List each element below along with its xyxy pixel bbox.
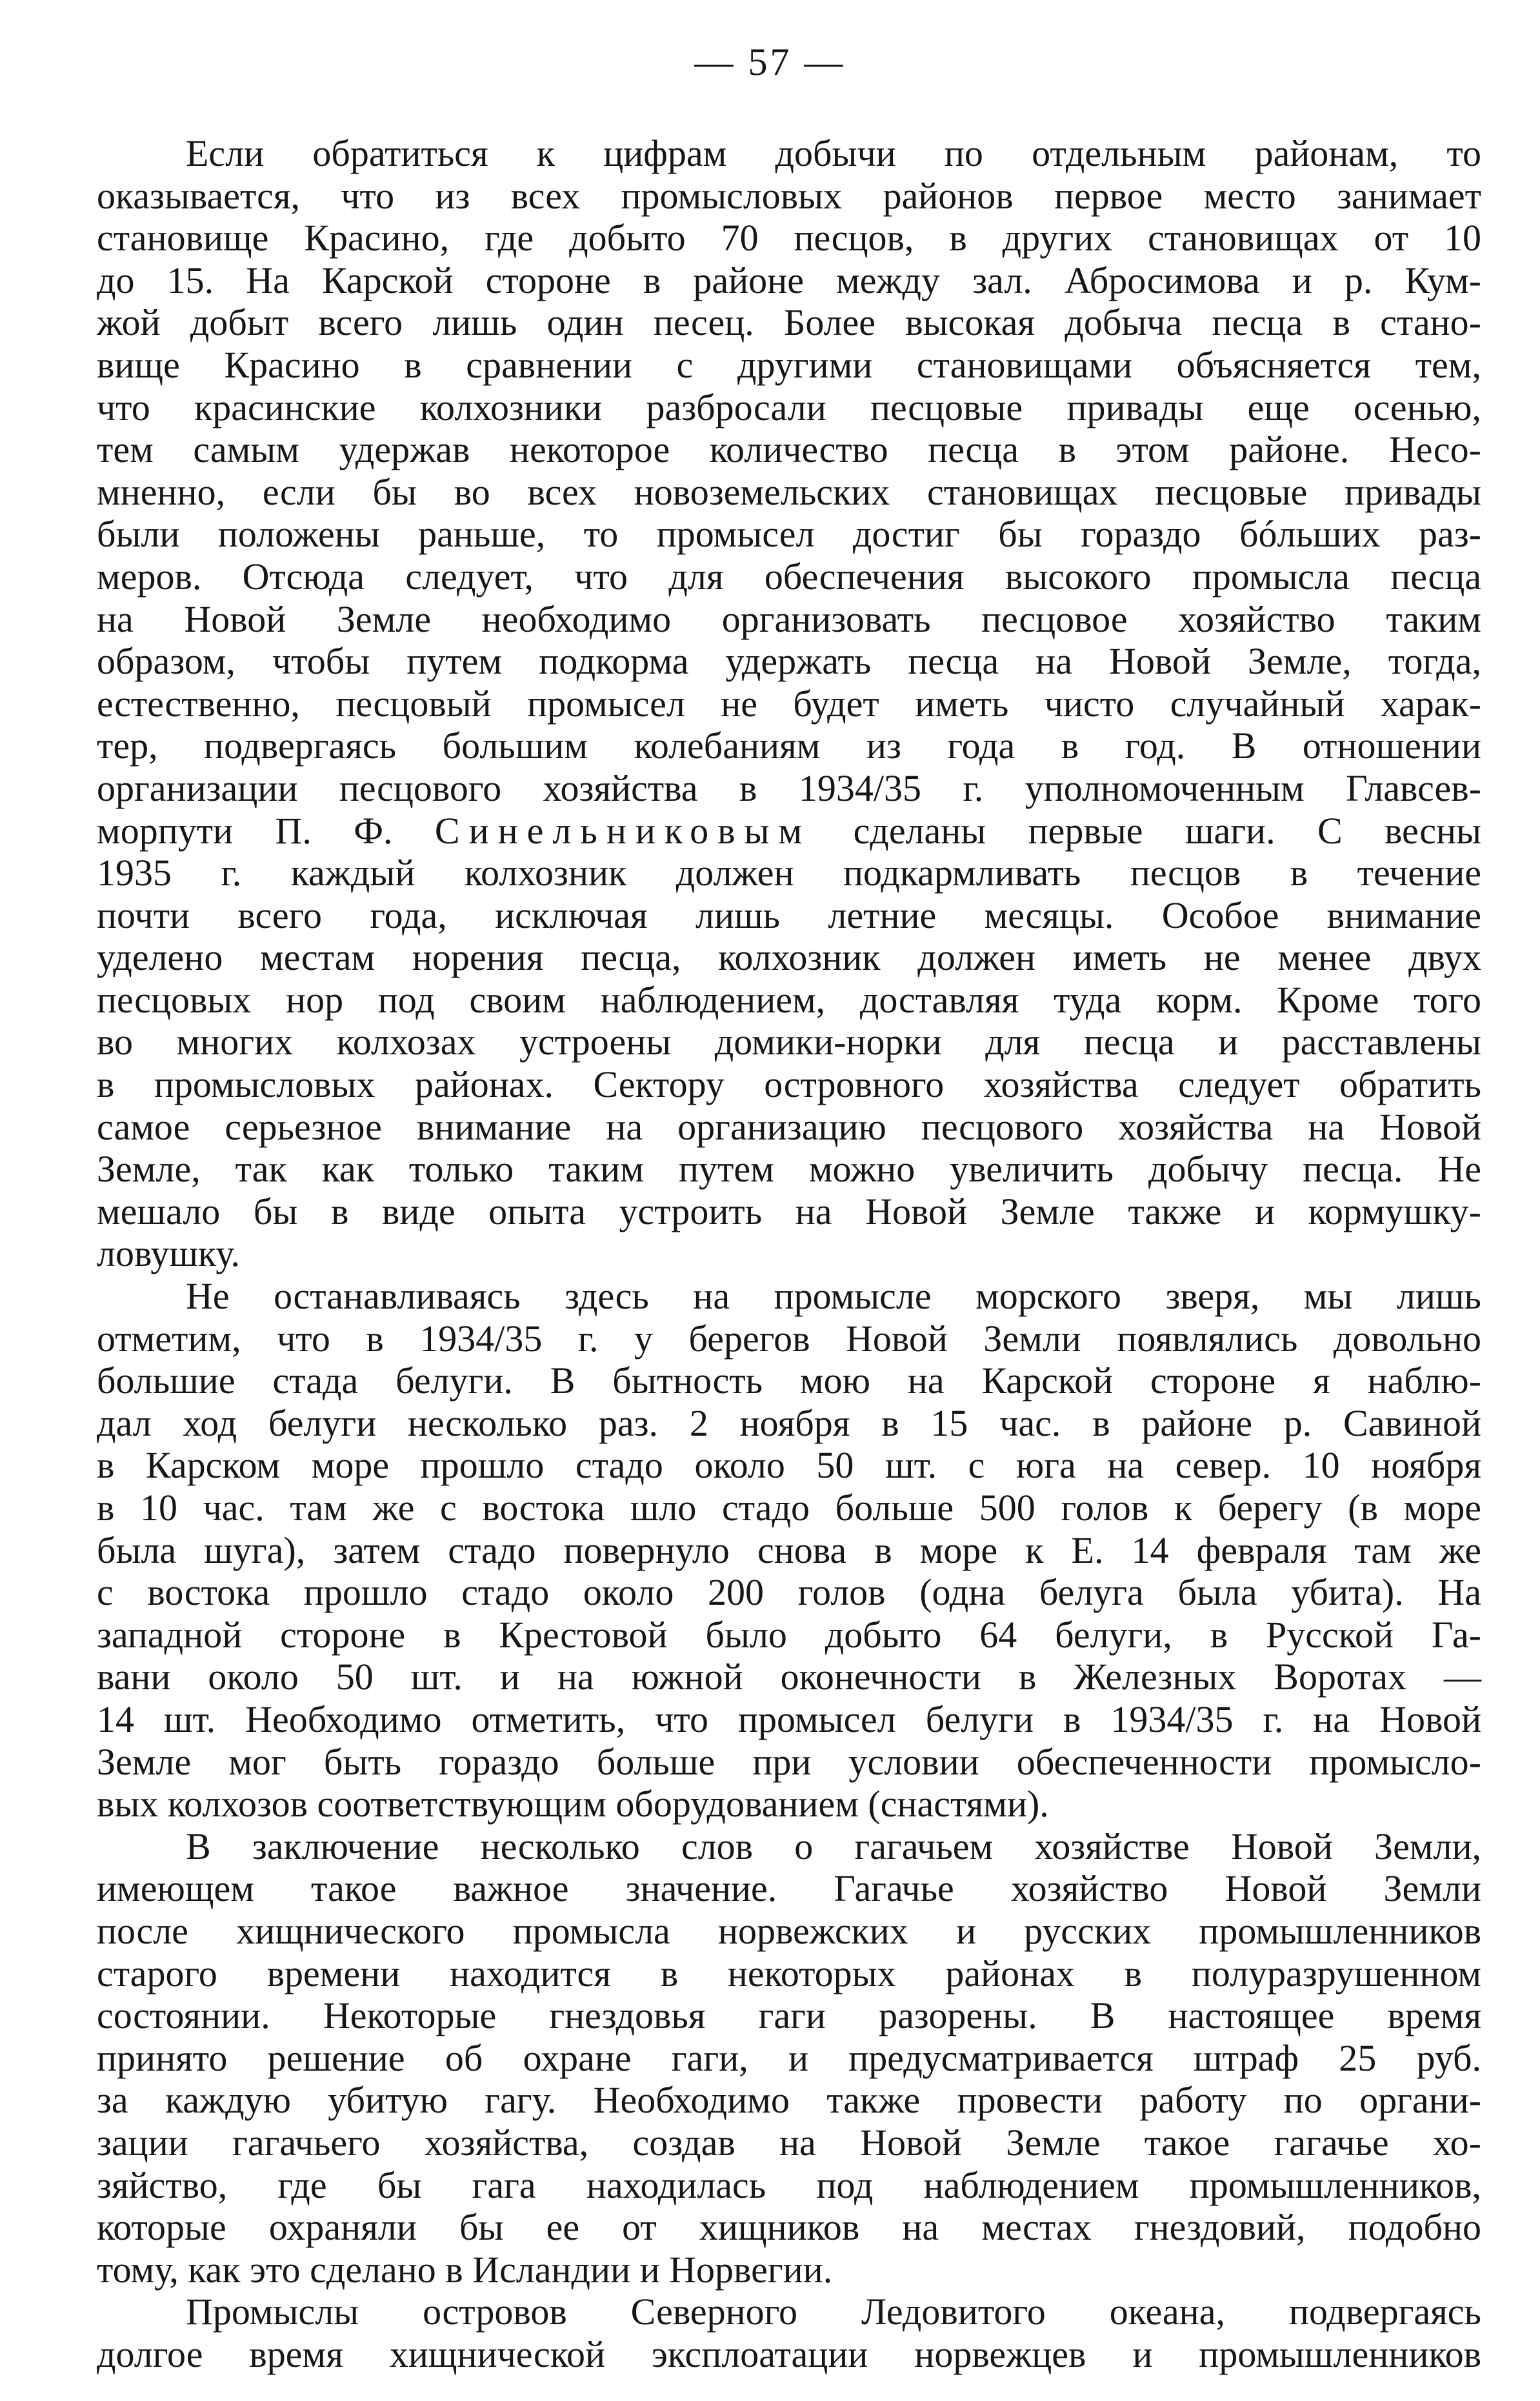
text-line: ловушку. [97, 1232, 241, 1275]
text-line: 14 шт. Необходимо отметить, что промысел белуги в 1934/35 г. на Новой [97, 1698, 1481, 1740]
body-text [97, 132, 1481, 2375]
text-line: западной стороне в Крестовой было добыто 64 белуги, в Русской Га- [97, 1613, 1481, 1656]
text-fragment: морпути П. Ф. [97, 809, 435, 852]
text-line: которые охраняли бы ее от хищников на местах гнездовий, подобно [97, 2206, 1481, 2249]
text-line: имеющем такое важное значение. Гагачье хозяйство Новой Земли [97, 1867, 1481, 1910]
paragraph [97, 1825, 1481, 2291]
text-line: были положены раньше, то промысел достиг бы гораздо бóльших раз- [97, 513, 1481, 556]
text-line: тем самым удержав некоторое количество песца в этом районе. Несо- [97, 428, 1481, 471]
text-line: зации гагачьего хозяйства, создав на Новой Земле такое гагачье хо- [97, 2121, 1481, 2164]
text-line: образом, чтобы путем подкорма удержать песца на Новой Земле, тогда, [97, 640, 1481, 683]
text-line: дал ход белуги несколько раз. 2 ноября в 15 час. в районе р. Савиной [97, 1401, 1481, 1444]
text-line: Если обратиться к цифрам добычи по отдельным районам, то [186, 132, 1481, 174]
text-line: оказывается, что из всех промысловых районов первое место занимает [97, 174, 1481, 217]
text-line: 1935 г. каждый колхозник должен подкармливать песцов в течение [97, 852, 1481, 894]
text-line: после хищнического промысла норвежских и русских промышленников [97, 1909, 1481, 1952]
text-line: за каждую убитую гагу. Необходимо также провести работу по органи- [97, 2079, 1481, 2122]
paragraph [97, 132, 1481, 1275]
paragraph [97, 2291, 1481, 2375]
text-line: во многих колхозах устроены домики-норки для песца и расставлены [97, 1021, 1481, 1063]
text-line: вани около 50 шт. и на южной оконечности в Железных Воротах — [97, 1656, 1481, 1698]
text-line: вище Красино в сравнении с другими становищами объясняется тем, [97, 343, 1481, 386]
text-line: с востока прошло стадо около 200 голов (одна белуга была убита). На [97, 1571, 1481, 1614]
text-line: тер, подвергаясь большим колебаниям из года в год. В отношении [97, 725, 1481, 767]
text-line: становище Красино, где добыто 70 песцов, в других становищах от 10 [97, 217, 1481, 259]
text-line: принято решение об охране гаги, и предусматривается штраф 25 руб. [97, 2036, 1481, 2079]
text-line: в Карском море прошло стадо около 50 шт. с юга на север. 10 ноября [97, 1444, 1481, 1487]
emphasized-name: Синельниковым [434, 809, 812, 852]
text-line: в 10 час. там же с востока шло стадо больше 500 голов к берегу (в море [97, 1487, 1481, 1529]
text-line [97, 810, 1481, 852]
text-line: организации песцового хозяйства в 1934/35 г. уполномоченным Главсев- [97, 767, 1481, 809]
text-line: зяйство, где бы гага находилась под наблюдением промышленников, [97, 2164, 1481, 2206]
text-fragment: сделаны первые шаги. С весны [811, 809, 1481, 852]
text-line: уделено местам норения песца, колхозник должен иметь не менее двух [97, 936, 1481, 979]
text-line: Земле мог быть гораздо больше при условии обеспеченности промысло- [97, 1740, 1481, 1783]
text-line: в промысловых районах. Сектору островного хозяйства следует обратить [97, 1063, 1481, 1106]
text-line: состоянии. Некоторые гнездовья гаги разорены. В настоящее время [97, 1994, 1481, 2037]
text-line: что красинские колхозники разбросали песцовые привады еще осенью, [97, 386, 1481, 428]
text-line: песцовых нор под своим наблюдением, доставляя туда корм. Кроме того [97, 978, 1481, 1021]
text-line: отметим, что в 1934/35 г. у берегов Новой Земли появлялись довольно [97, 1317, 1481, 1360]
text-line: мненно, если бы во всех новоземельских становищах песцовые привады [97, 470, 1481, 513]
text-line: большие стада белуги. В бытность мою на Карской стороне я наблю- [97, 1360, 1481, 1402]
text-line: Промыслы островов Северного Ледовитого океана, подвергаясь [186, 2291, 1481, 2333]
paragraph [97, 1275, 1481, 1825]
text-line: Не останавливаясь здесь на промысле морского зверя, мы лишь [186, 1275, 1481, 1318]
text-line: естественно, песцовый промысел не будет иметь чисто случайный харак- [97, 682, 1481, 725]
text-line: была шуга), затем стадо повернуло снова в море к Е. 14 февраля там же [97, 1529, 1481, 1571]
text-line: долгое время хищнической эксплоатации норвежцев и промышленников [97, 2333, 1481, 2375]
text-line: вых колхозов соответствующим оборудованием (снастями). [97, 1783, 1049, 1825]
text-line: почти всего года, исключая лишь летние месяцы. Особое внимание [97, 894, 1481, 936]
text-line: мешало бы в виде опыта устроить на Новой Земле также и кормушку- [97, 1190, 1481, 1232]
text-line: самое серьезное внимание на организацию песцового хозяйства на Новой [97, 1105, 1481, 1148]
text-line: тому, как это сделано в Исландии и Норвегии. [97, 2248, 833, 2291]
text-line: В заключение несколько слов о гагачьем хозяйстве Новой Земли, [186, 1825, 1481, 1867]
text-line: до 15. На Карской стороне в районе между зал. Абросимова и р. Кум- [97, 259, 1481, 301]
text-line: жой добыт всего лишь один песец. Более высокая добыча песца в стано- [97, 301, 1481, 344]
page-number: — 57 — [694, 41, 846, 83]
text-line: старого времени находится в некоторых районах в полуразрушенном [97, 1952, 1481, 1994]
text-line: меров. Отсюда следует, что для обеспечения высокого промысла песца [97, 555, 1481, 598]
text-line: Земле, так как только таким путем можно увеличить добычу песца. Не [97, 1148, 1481, 1190]
text-line: на Новой Земле необходимо организовать песцовое хозяйство таким [97, 598, 1481, 640]
